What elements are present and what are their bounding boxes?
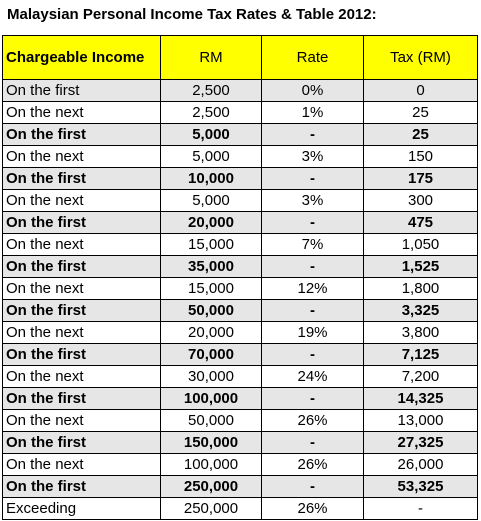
cell-rate: -	[262, 124, 364, 146]
table-row	[3, 388, 478, 410]
cell-tax: 27,325	[364, 432, 478, 454]
cell-chargeable-income: On the next	[3, 234, 161, 256]
cell-chargeable-income: On the next	[3, 102, 161, 124]
cell-rm: 100,000	[161, 454, 262, 476]
cell-rate: 0%	[262, 80, 364, 102]
cell-chargeable-income: On the next	[3, 190, 161, 212]
table-row	[3, 322, 478, 344]
table-header-row	[3, 36, 478, 80]
cell-chargeable-income: On the next	[3, 454, 161, 476]
cell-tax: 150	[364, 146, 478, 168]
cell-rate: 26%	[262, 410, 364, 432]
cell-rm: 5,000	[161, 124, 262, 146]
cell-rate: -	[262, 432, 364, 454]
cell-chargeable-income: On the first	[3, 300, 161, 322]
tax-rate-table	[2, 35, 478, 520]
cell-rate: 7%	[262, 234, 364, 256]
table-body	[3, 80, 478, 520]
cell-chargeable-income: On the first	[3, 388, 161, 410]
cell-rm: 250,000	[161, 476, 262, 498]
cell-tax: 300	[364, 190, 478, 212]
cell-rm: 50,000	[161, 300, 262, 322]
cell-chargeable-income: On the next	[3, 278, 161, 300]
cell-rate: -	[262, 300, 364, 322]
cell-tax: 0	[364, 80, 478, 102]
cell-tax: 25	[364, 124, 478, 146]
table-row	[3, 190, 478, 212]
table-row	[3, 124, 478, 146]
cell-rate: 1%	[262, 102, 364, 124]
cell-rm: 35,000	[161, 256, 262, 278]
cell-rate: -	[262, 168, 364, 190]
table-row	[3, 344, 478, 366]
cell-rm: 20,000	[161, 322, 262, 344]
cell-rm: 15,000	[161, 278, 262, 300]
cell-rm: 5,000	[161, 190, 262, 212]
cell-rate: 26%	[262, 498, 364, 520]
cell-tax: 7,200	[364, 366, 478, 388]
cell-chargeable-income: On the next	[3, 410, 161, 432]
cell-rm: 100,000	[161, 388, 262, 410]
cell-rate: 12%	[262, 278, 364, 300]
table-row	[3, 432, 478, 454]
cell-rate: 19%	[262, 322, 364, 344]
header-rate: Rate	[262, 36, 364, 80]
cell-tax: 1,800	[364, 278, 478, 300]
cell-tax: 13,000	[364, 410, 478, 432]
table-row	[3, 300, 478, 322]
table-row	[3, 366, 478, 388]
cell-rm: 30,000	[161, 366, 262, 388]
cell-rate: -	[262, 388, 364, 410]
cell-chargeable-income: Exceeding	[3, 498, 161, 520]
cell-rate: 24%	[262, 366, 364, 388]
table-row	[3, 498, 478, 520]
cell-tax: 25	[364, 102, 478, 124]
cell-chargeable-income: On the first	[3, 168, 161, 190]
header-tax: Tax (RM)	[364, 36, 478, 80]
cell-chargeable-income: On the next	[3, 146, 161, 168]
table-row	[3, 212, 478, 234]
cell-chargeable-income: On the first	[3, 432, 161, 454]
cell-chargeable-income: On the first	[3, 124, 161, 146]
table-row	[3, 168, 478, 190]
cell-rate: 3%	[262, 146, 364, 168]
header-chargeable-income: Chargeable Income	[3, 36, 161, 80]
cell-rm: 2,500	[161, 80, 262, 102]
cell-tax: 3,325	[364, 300, 478, 322]
cell-rm: 2,500	[161, 102, 262, 124]
page-title: Malaysian Personal Income Tax Rates & Table 2012:	[7, 6, 377, 23]
cell-tax: 26,000	[364, 454, 478, 476]
cell-tax: 7,125	[364, 344, 478, 366]
cell-rm: 250,000	[161, 498, 262, 520]
cell-tax: 3,800	[364, 322, 478, 344]
table-row	[3, 410, 478, 432]
cell-tax: 475	[364, 212, 478, 234]
cell-rm: 150,000	[161, 432, 262, 454]
table-row	[3, 278, 478, 300]
cell-chargeable-income: On the first	[3, 344, 161, 366]
cell-rate: -	[262, 212, 364, 234]
cell-chargeable-income: On the next	[3, 322, 161, 344]
table-row	[3, 234, 478, 256]
cell-tax: 14,325	[364, 388, 478, 410]
table-row	[3, 146, 478, 168]
cell-tax: 1,525	[364, 256, 478, 278]
header-rm: RM	[161, 36, 262, 80]
table-row	[3, 454, 478, 476]
cell-rm: 70,000	[161, 344, 262, 366]
table-row	[3, 102, 478, 124]
cell-chargeable-income: On the next	[3, 366, 161, 388]
table-row	[3, 476, 478, 498]
cell-rm: 5,000	[161, 146, 262, 168]
cell-rm: 15,000	[161, 234, 262, 256]
cell-tax: -	[364, 498, 478, 520]
cell-rate: 26%	[262, 454, 364, 476]
cell-tax: 175	[364, 168, 478, 190]
cell-tax: 53,325	[364, 476, 478, 498]
cell-rate: -	[262, 344, 364, 366]
cell-rm: 10,000	[161, 168, 262, 190]
table-row	[3, 256, 478, 278]
cell-chargeable-income: On the first	[3, 256, 161, 278]
cell-rate: -	[262, 476, 364, 498]
cell-chargeable-income: On the first	[3, 80, 161, 102]
cell-rate: -	[262, 256, 364, 278]
cell-rate: 3%	[262, 190, 364, 212]
cell-rm: 20,000	[161, 212, 262, 234]
table-row	[3, 80, 478, 102]
cell-chargeable-income: On the first	[3, 476, 161, 498]
cell-tax: 1,050	[364, 234, 478, 256]
cell-rm: 50,000	[161, 410, 262, 432]
cell-chargeable-income: On the first	[3, 212, 161, 234]
